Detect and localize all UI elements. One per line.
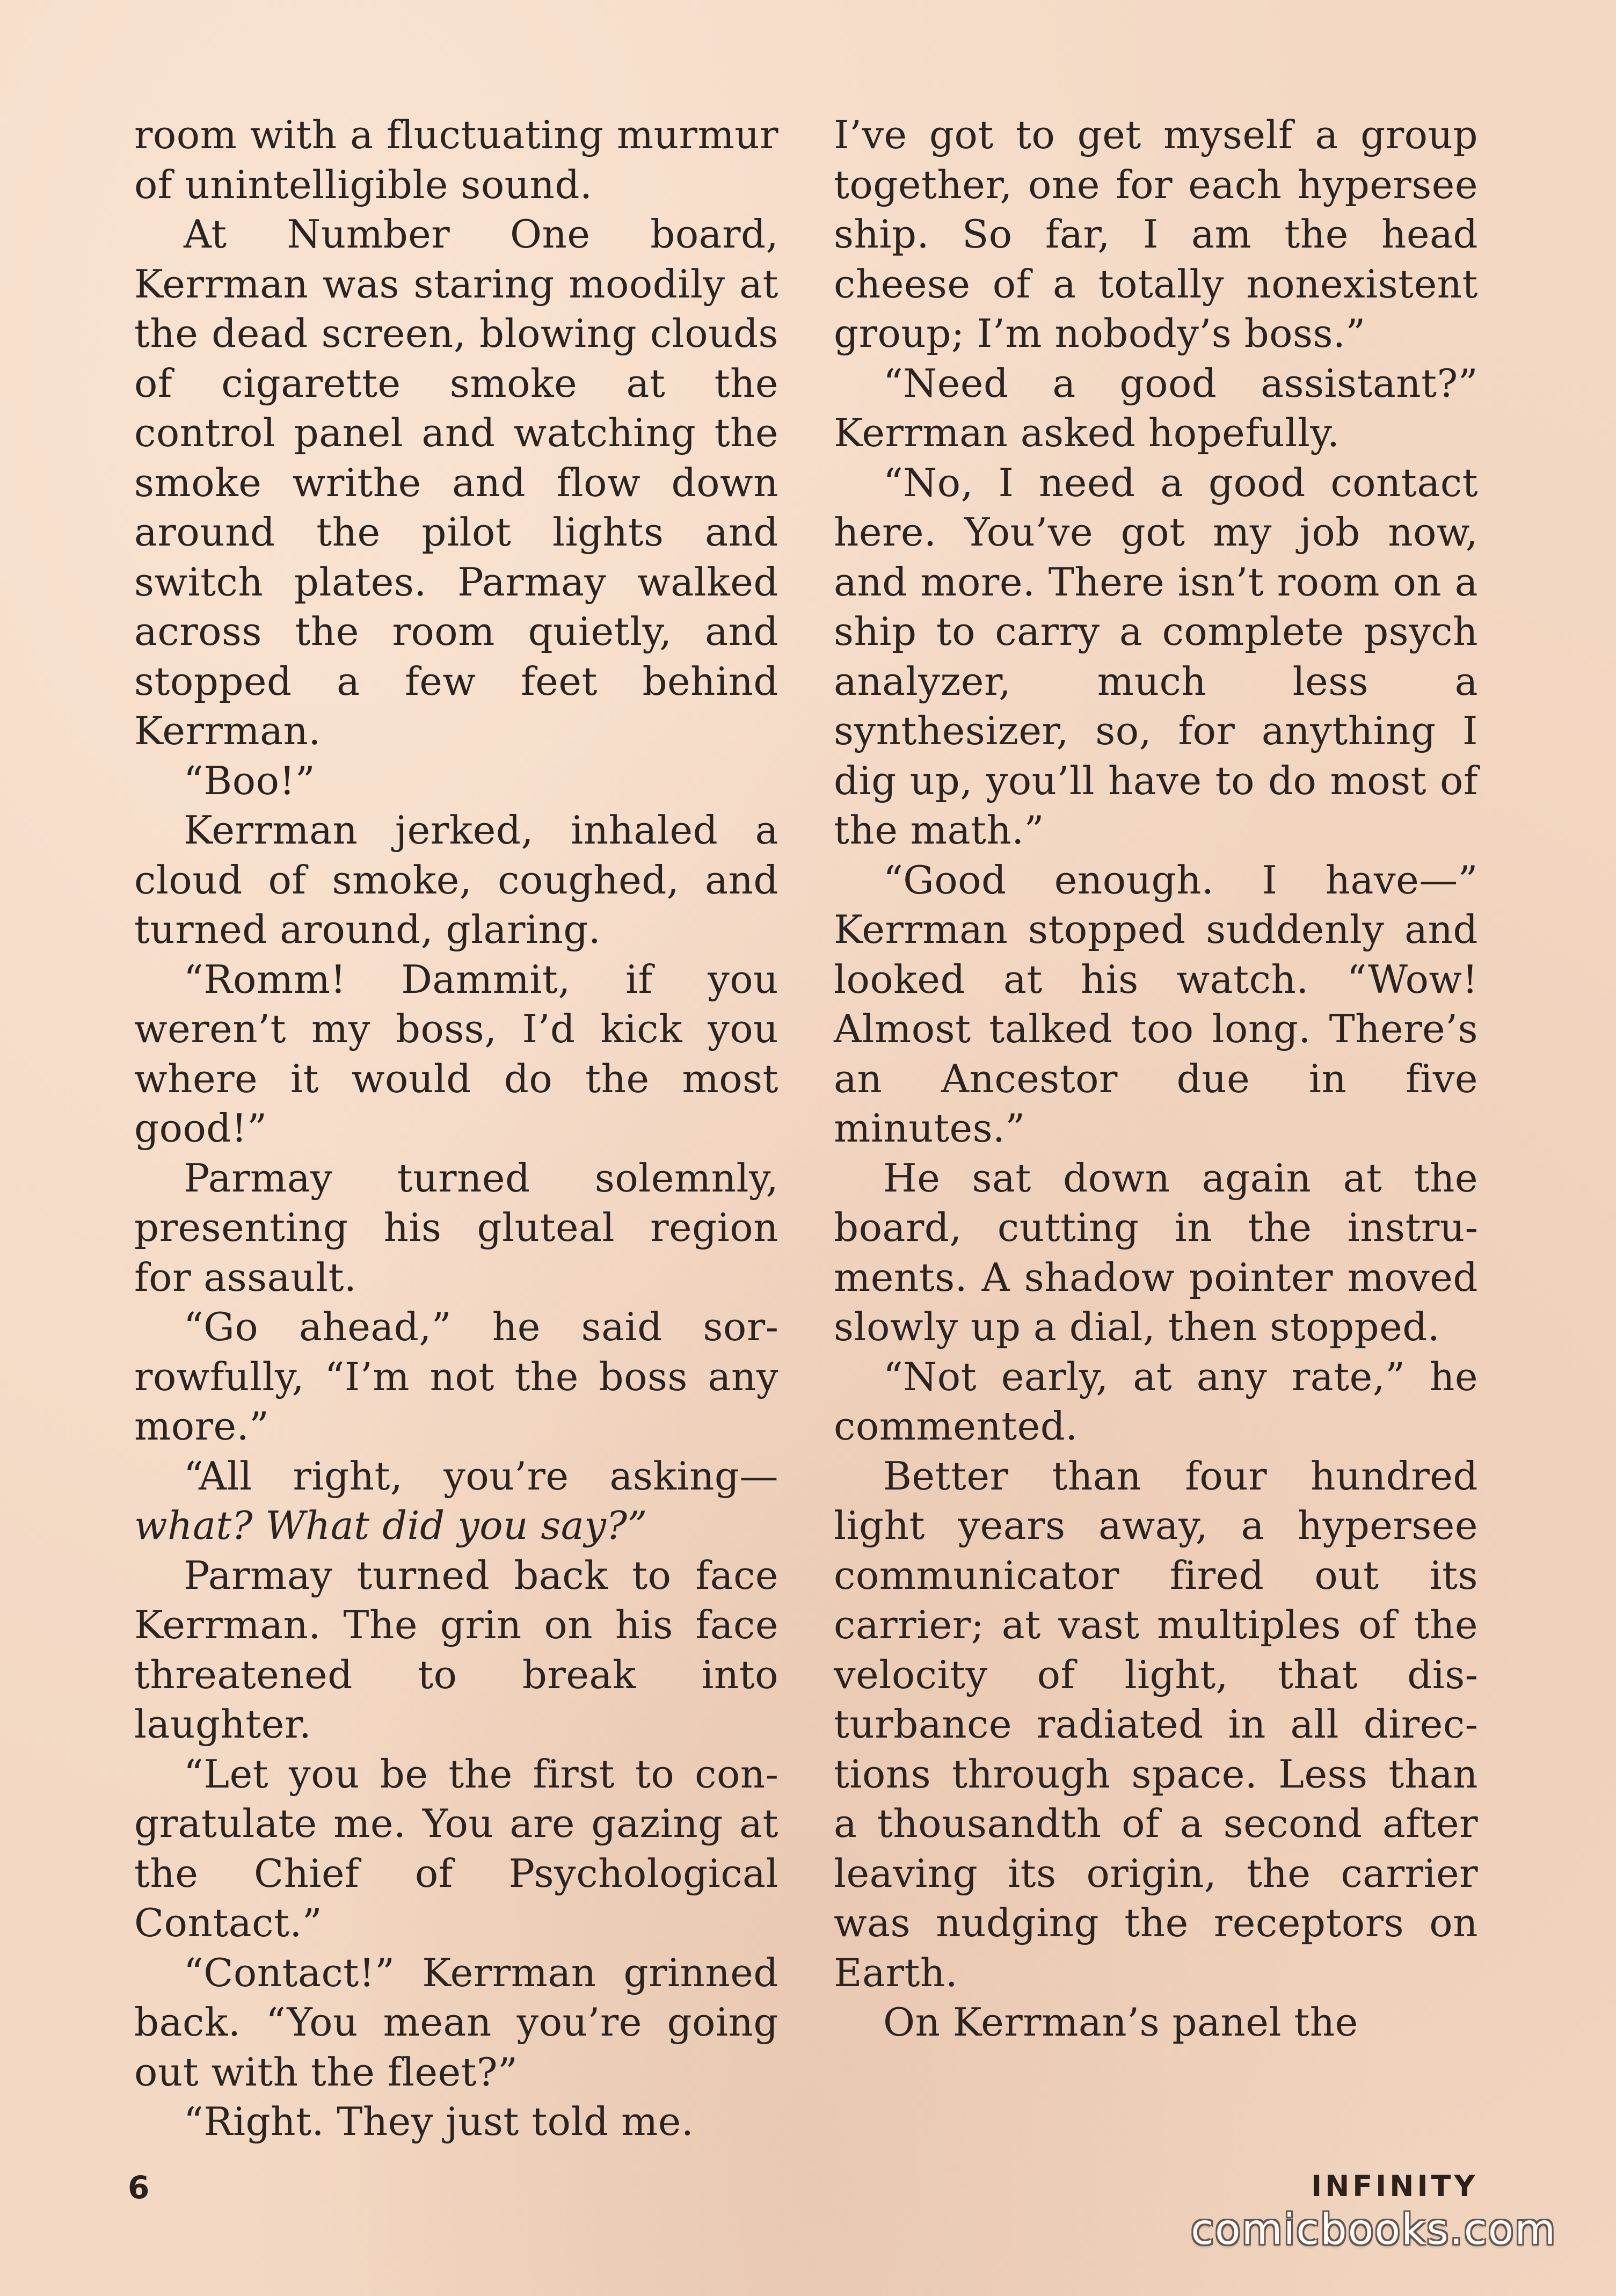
paragraph: “Go ahead,” he said sorrowfully, “I’m not the boss any more.” <box>134 1304 778 1449</box>
watermark: comicbooks.com <box>1191 2206 1557 2254</box>
paragraph <box>134 1451 778 1551</box>
paragraph: room with a fluctuating murmur of unintelligible sound. <box>134 112 778 207</box>
paragraph: I’ve got to get myself a group together, one for each hypersee ship. So far, I am the head cheese of a totally nonexistent group; I’m nobody’s boss.” <box>834 112 1478 356</box>
paragraph: “Need a good assistant?” Kerrman asked hopefully. <box>834 360 1478 455</box>
paragraph: “Not early, at any rate,” he commented. <box>834 1354 1478 1449</box>
paragraph: Parmay turned solemnly, presenting his gluteal region for assault. <box>134 1155 778 1300</box>
paragraph: “Romm! Dammit, if you weren’t my boss, I’d kick you where it would do the most good!” <box>134 956 778 1151</box>
paragraph: He sat down again at the board, cutting in the instruments. A shadow pointer moved slowly up a dial, then stopped. <box>834 1155 1478 1349</box>
paragraph: “Boo!” <box>184 758 316 803</box>
italic-text: what? What did you say?” <box>134 1503 647 1548</box>
page-number: 6 <box>128 2169 150 2206</box>
paragraph: “Contact!” Kerrman grinned back. “You mean you’re going out with the fleet?” <box>134 1950 778 2095</box>
text-column-right <box>834 110 1478 2047</box>
running-footer-title: INFINITY <box>1311 2169 1479 2203</box>
paragraph: Better than four hundred light years away, a hypersee communicator fired out its carrier; at vast multiples of the velocity of light, that disturbance radiated in all directions through space. Less than a thousandth of a second after leaving its origin, the carrier was nudging the receptors on Earth. <box>834 1453 1478 1995</box>
paragraph: Kerrman jerked, inhaled a cloud of smoke, coughed, and turned around, glaring. <box>134 808 778 952</box>
paragraph: At Number One board, Kerrman was staring moodily at the dead screen, blowing clouds of cigarette smoke at the control panel and watching the smoke writhe and flow down around the pilot lights and switch plates. Parmay walked across the room quietly, and stopped a few feet behind Kerrman. <box>134 212 778 753</box>
text-column-left <box>134 110 778 2147</box>
paragraph: Parmay turned back to face Kerrman. The grin on his face threatened to break into laughter. <box>134 1552 778 1747</box>
paragraph: “Let you be the first to congratulate me. You are gazing at the Chief of Psychological Contact.” <box>134 1751 778 1945</box>
paragraph-text: “All right, you’re asking— <box>184 1453 778 1499</box>
paragraph: “Good enough. I have—” Kerrman stopped suddenly and looked at his watch. “Wow! Almost talked too long. There’s an Ancestor due in five minutes.” <box>834 857 1478 1151</box>
paragraph: “Right. They just told me. <box>184 2099 694 2144</box>
paragraph: On Kerrman’s panel the <box>883 2000 1358 2045</box>
paragraph: “No, I need a good contact here. You’ve got my job now, and more. There isn’t room on a ship to carry a complete psych analyzer, much less a synthesizer, so, for anything I dig up, you’ll have to do most of the math.” <box>834 460 1478 853</box>
